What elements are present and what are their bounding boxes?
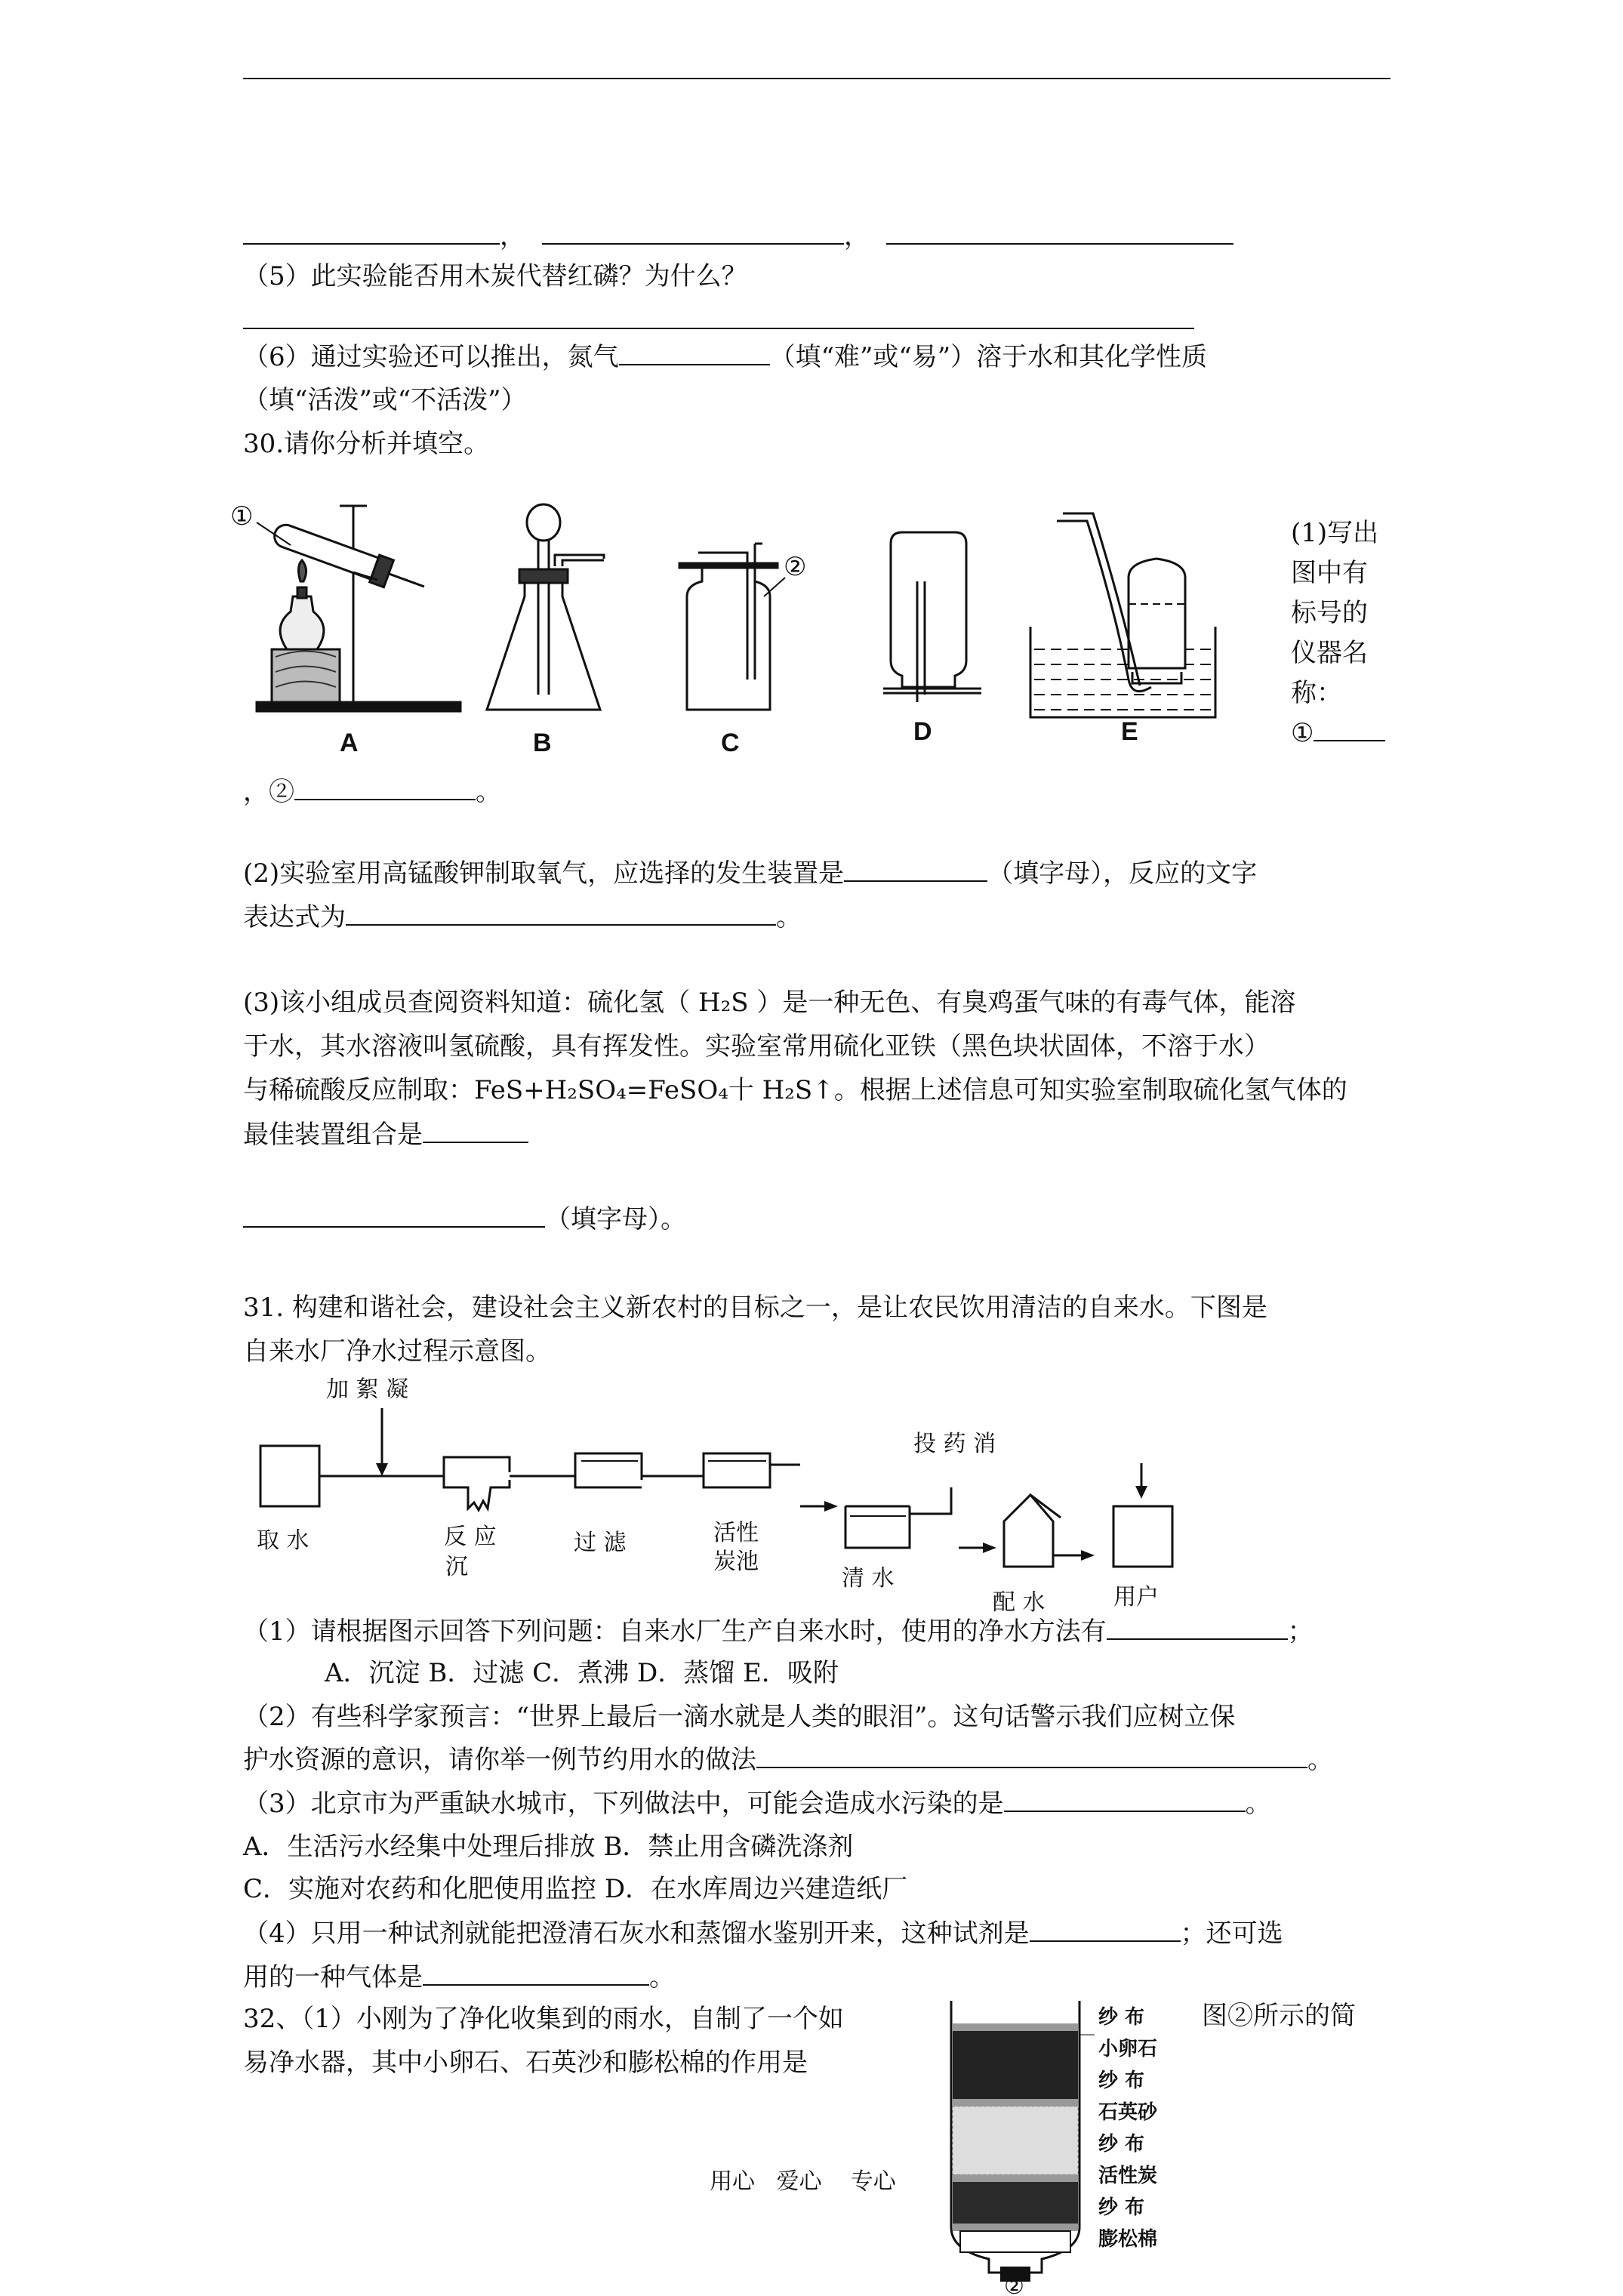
filter-label-1: 纱 布	[1098, 2006, 1145, 2029]
water-filter-figure	[944, 1993, 1215, 2296]
q30-blank-6[interactable]	[243, 1203, 545, 1228]
q30-side-question	[1291, 513, 1385, 754]
q30-q3-line-1: (3)该小组成员查阅资料知道：硫化氢（ H₂S ）是一种无色、有臭鸡蛋气味的有毒气体，能溶	[243, 988, 1296, 1018]
q29-blank-1[interactable]	[243, 220, 500, 245]
apparatus-d	[883, 532, 981, 702]
side-line-4: 仪器名	[1291, 638, 1368, 668]
q31-q2-line-2: 护水资源的意识，请你举一例节约用水的做法 。	[243, 1745, 1333, 1775]
filter-label-2: 小卵石	[1098, 2038, 1158, 2060]
q31-q4: （4）只用一种试剂就能把澄清石灰水和蒸馏水鉴别开来，这种试剂是 ；还可选	[243, 1918, 1283, 1949]
label-c: C	[721, 729, 740, 757]
q29-question-6: （6）通过实验还可以推出，氮气 （填“难”或“易”）溶于水和其化学性质	[243, 342, 1208, 372]
label-clear: 清 水	[842, 1565, 895, 1592]
q30-q1-cont: ，② 。	[243, 777, 501, 807]
q30-blank-3[interactable]	[844, 858, 987, 882]
q31-blank-5[interactable]	[423, 1962, 649, 1986]
apparatus-e	[1030, 513, 1215, 717]
page-footer: 用心 爱心 专心	[710, 2168, 896, 2195]
label-react-1: 反 应	[444, 1524, 497, 1550]
q31-q2-line-1: （2）有些科学家预言：“世界上最后一滴水就是人类的眼泪”。这句话警示我们应树立保	[243, 1702, 1236, 1732]
q31-q3: （3）北京市为严重缺水城市，下列做法中，可能会造成水污染的是 。	[243, 1789, 1271, 1819]
label-a: A	[340, 729, 359, 757]
label-distribute: 配 水	[993, 1589, 1046, 1616]
q29-answer-line-5[interactable]	[243, 328, 1194, 329]
label-carbon-1: 活性	[713, 1520, 759, 1546]
q31-q3-options-ab: A．生活污水经集中处理后排放 B．禁止用含磷洗涤剂	[243, 1832, 854, 1862]
apparatus-b	[487, 504, 604, 710]
label-user: 用户	[1113, 1584, 1159, 1610]
q31-q3-options-cd: C．实施对农药和化肥使用监控 D．在水库周边兴建造纸厂	[243, 1874, 908, 1904]
q30-blank-4[interactable]	[346, 901, 776, 926]
q32-line-1-right: 图②所示的简	[1202, 2001, 1356, 2031]
filter-label-6: 活性炭	[1098, 2165, 1158, 2187]
label-intake: 取 水	[257, 1527, 310, 1554]
filter-label-8: 膨松棉	[1098, 2228, 1158, 2251]
apparatus-mark-1: ①	[230, 501, 254, 532]
side-line-6: ①	[1291, 713, 1385, 754]
q31-line-1: 31. 构建和谐社会，建设社会主义新农村的目标之一，是让农民饮用清洁的自来水。下图是	[243, 1293, 1267, 1323]
side-line-5: 称：	[1291, 678, 1342, 708]
q31-line-2: 自来水厂净水过程示意图。	[243, 1336, 551, 1367]
label-b: B	[533, 729, 552, 757]
side-line-2: 图中有	[1291, 558, 1368, 588]
filter-label-7: 纱 布	[1098, 2196, 1145, 2219]
q31-blank-1[interactable]	[1107, 1616, 1288, 1640]
q32-line-1: 32、（1）小刚为了净化收集到的雨水，自制了一个如	[243, 2004, 844, 2034]
label-e: E	[1121, 717, 1138, 746]
q31-blank-3[interactable]	[1004, 1788, 1246, 1812]
label-react-2: 沉	[445, 1554, 468, 1580]
q30-q3-line-2: 于水，其水溶液叫氢硫酸，具有挥发性。实验室常用硫化亚铁（黑色块状固体，不溶于水）	[243, 1031, 1270, 1062]
label-add: 加 絮 凝	[326, 1376, 409, 1403]
side-line-3: 标号的	[1291, 598, 1368, 628]
apparatus-c	[679, 544, 785, 710]
filter-figure-mark: ②	[1004, 2273, 1024, 2296]
q29-blanks-line: ， ，	[243, 220, 1233, 251]
q30-q2-cont: 表达式为 。	[243, 902, 802, 932]
label-drug: 投 药 消	[913, 1431, 996, 1457]
q30-q3-line-3: 与稀硫酸反应制取：FeS+H₂SO₄=FeSO₄十 H₂S↑。根据上述信息可知实验室制取硫化氢气体的	[243, 1075, 1347, 1105]
q29-blank-3[interactable]	[886, 220, 1233, 245]
q29-blank-2[interactable]	[542, 220, 844, 245]
filter-label-4: 石英砂	[1098, 2101, 1158, 2124]
q30-q2: (2)实验室用高锰酸钾制取氧气，应选择的发生装置是 （填字母），反应的文字	[243, 858, 1258, 889]
q31-blank-2[interactable]	[756, 1744, 1307, 1768]
q31-q1: （1）请根据图示回答下列问题：自来水厂生产自来水时，使用的净水方法有 ；	[243, 1616, 1313, 1647]
label-filter: 过 滤	[574, 1530, 627, 1556]
filter-label-5: 纱 布	[1098, 2133, 1145, 2156]
header-rule	[243, 78, 1390, 79]
water-plant-diagram	[242, 1374, 1223, 1623]
q32-line-2: 易净水器，其中小卵石、石英沙和膨松棉的作用是	[243, 2048, 808, 2078]
q31-options: A．沉淀 B．过滤 C．煮沸 D．蒸馏 E．吸附	[325, 1658, 839, 1688]
label-carbon-2: 炭池	[713, 1549, 759, 1575]
user-box	[1113, 1506, 1172, 1567]
side-line-1: (1)写出	[1291, 518, 1379, 548]
q30-blank-2[interactable]	[294, 776, 476, 800]
q31-blank-4[interactable]	[1030, 1918, 1181, 1942]
filter-label-3: 纱 布	[1098, 2069, 1145, 2092]
apparatus-figure	[226, 491, 1268, 763]
q30-q3-line-5: （填字母）。	[243, 1203, 686, 1234]
q29-blank-6a[interactable]	[619, 341, 770, 365]
apparatus-mark-2: ②	[784, 552, 807, 582]
q30-blank-5[interactable]	[423, 1119, 528, 1143]
q30-q3-line-4: 最佳装置组合是	[243, 1119, 528, 1150]
label-d: D	[913, 717, 932, 746]
q31-q4-cont: 用的一种气体是 。	[243, 1962, 675, 1992]
q29-question-5: （5）此实验能否用木炭代替红磷？为什么？	[243, 261, 747, 291]
q30-blank-1[interactable]	[1313, 717, 1385, 741]
intake-box	[260, 1446, 319, 1506]
q29-question-6-cont: （填“活泼”或“不活泼”）	[243, 385, 527, 415]
q30-title: 30.请你分析并填空。	[243, 429, 490, 459]
